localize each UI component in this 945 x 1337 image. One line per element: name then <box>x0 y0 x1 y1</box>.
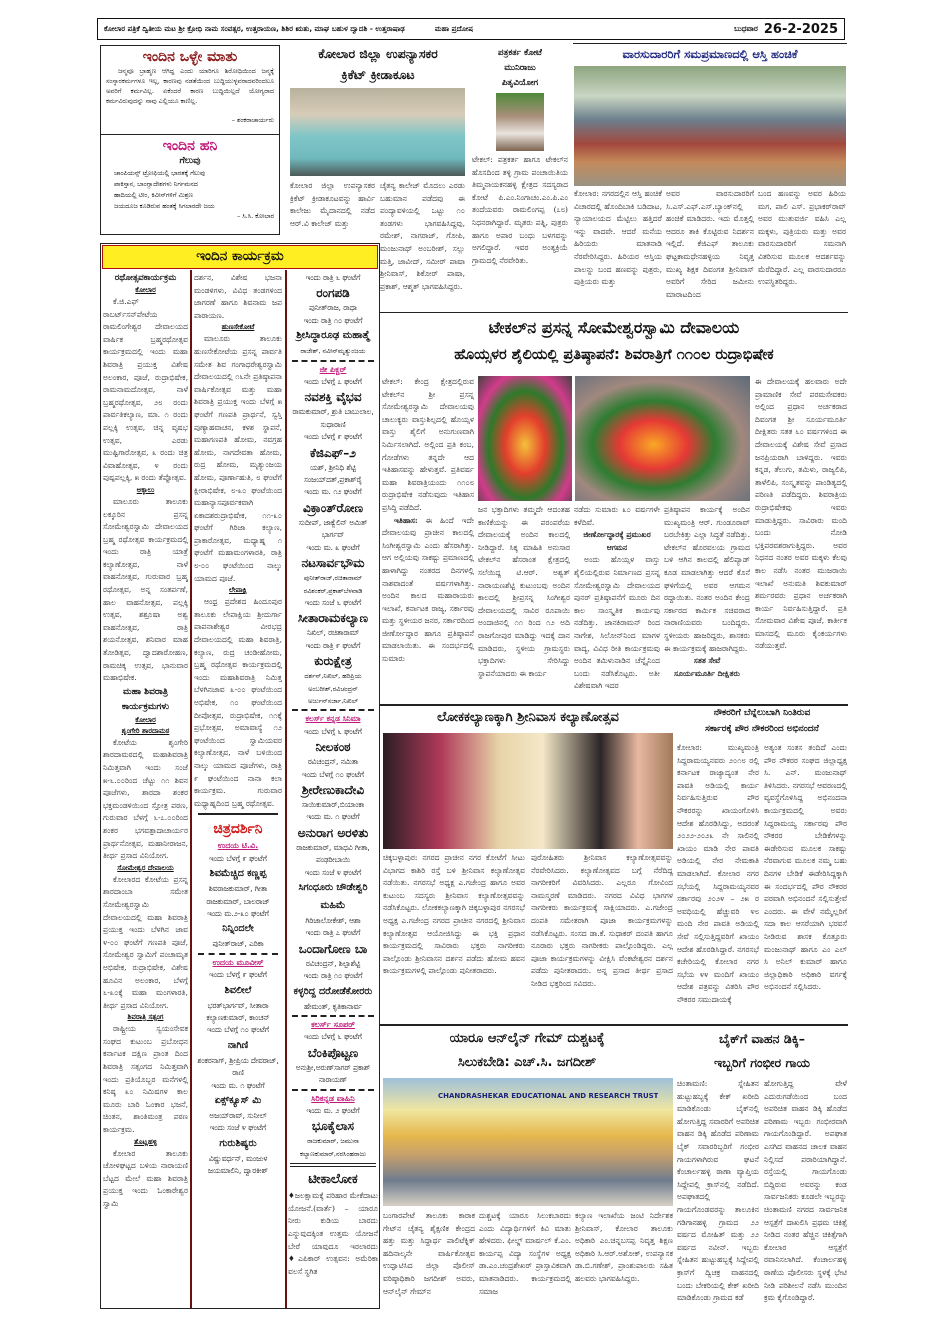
movie-title: ಶ್ರೀಸಿದ್ಧಾರೂಢ ಮಹಾತ್ಮೆ <box>296 330 370 342</box>
movie-title: ಸಿಗಂಧೂರು ಚೌಡೇಶ್ವರಿ ಮಹಿಮೆ <box>298 882 368 911</box>
movie-cast: ರಾಜಕುಮಾರ್, ಜಮುನಾ ಕಲ್ಯಾಣಕುಮಾರ್,ನರಸಿಂಹರಾಜು <box>299 1137 367 1158</box>
divider <box>380 312 848 313</box>
show-time: ಇಂದು ರಾತ್ರಿ ೧೦ ಘಂಟೆಗೆ <box>303 315 363 325</box>
drop-title: ಇಂದಿನ ಹನಿ <box>162 138 218 154</box>
online-game-headline-2: ಸಿಲುಕಬೇಡಿ: ಎಚ್.ಸಿ. ಜಗದೀಶ್ <box>457 1055 597 1070</box>
drop-line: ಚಾಂಪಿಯನ್ಸ್ ಟ್ರೋಫಿಯಲ್ಲಿ ಭಾರತಕ್ಕೆ ಗೆಲುವು <box>114 169 206 177</box>
drop-author: – ಸಿ.ಸಿ. ಕೋಲಾರ <box>237 212 274 220</box>
movie-cast: ಭರತ್‌ಭಾರ್ಗವ್, ಸೀತಾರಾ ಕಲ್ಯಾಣಕುಮಾರ್, ಕಾಂಚನ್ <box>206 1000 270 1022</box>
movie-cast: ಶಿವರಾಜಕುಮಾರ್, ಗೀತಾ ರಾಜಕುಮಾರ್, ಬಾಲರಾಜ್ <box>206 884 270 906</box>
chitradarshini-title: ಚಿತ್ರದರ್ಶಿನಿ <box>213 821 263 838</box>
movie-cast: ನಿಖಿಲ್, ರಚಿತಾರಾಮ್ <box>306 628 360 638</box>
banner-text: CHANDRASHEKAR EDUCATIONAL AND RESEARCH TRUST <box>438 1092 658 1100</box>
workers-headline-1: ನೌಕರರಿಗೆ ಬೆನ್ನೆಲುಬಾಗಿ ನಿಂತಿರುವ <box>713 708 811 718</box>
online-game-text-col3: ಕಲ್ಯಾಣ ಇಲಾಖೆಯ ಜಂಟಿ ನಿರ್ದೇಶಕ ಶ್ರೀನಿವಾಸ್, ಕೋಲಾರ ತಾಲೂಕು ಅಧಿಕಾರಿ ಎಂ.ಚಿನ್ನಬಸಪ್ಪ ನಿವೃತ್ತ ಶಿಕ್ಷಣ ಅಧಿಕಾರಿ ಸಿ.ಆರ್.ಅಶೋಕ್, ಉಪನ್ಯಾಸಕ ಡಾ.ಬಿ.ಗಣೇಶ್, ಪ್ರಾಂಶುಪಾಲರು ಸಹಿತ ಹಲವರು ಭಾಗವಹಿಸಿದ್ದರು. <box>575 1211 673 1283</box>
channel-colors-kannada-cinema: ಕಲರ್ಸ್ ಕನ್ನಡ ಸಿನಿಮಾ <box>305 714 361 724</box>
lakkur-text: ಮಾಲೂರು ತಾಲೂಕು ಲಕ್ಕೂರಿನ ಪ್ರಸನ್ನ ಸೋಮೇಶ್ವರಸ್ವಾಮಿ ದೇವಾಲಯದ ಬ್ರಹ್ಮ ರಥೋತ್ಸವ ಕಾರ್ಯಕ್ರಮದಲ್ಲಿ ಇಂದು ರಾತ್ರಿ ಯಾತ್ರೆ ಕಲ್ಯಾಣೋತ್ಸವ, ನಾಳೆ ವಾಹನೋತ್ಸವ, ಗುರುವಾರ ಬ್ರಹ್ಮ ರಥೋತ್ಸವ, ಅನ್ನ ಸಂತರ್ಪಣೆ, ಹಾಲ ವಾಹನೋತ್ಸವ, ಪಲ್ಲಕ್ಕಿ ಉತ್ಸವ, ಶಶ್ರೂಷಾ ಅಶ್ವ ವಾಹನೋತ್ಸವ, ರಾತ್ರಿ ಶಯನೋತ್ಸವ, ಶನಿವಾರ ಮಾಹ ತೋಡಿತ್ಸವ, ದ್ವಾದಶಾರೋಹಣ, ರಾಮಚಿಕ್ಕ ಉತ್ಸವ, ಭಾನುವಾರ ಮಹಾಭಿಷೇಕ. <box>103 496 188 683</box>
masthead-date: 26-2-2025 <box>763 21 838 37</box>
masthead-day: ಬುಧವಾರ <box>734 24 758 33</box>
channel-colors-super: ಕಲರ್ಸ್ ಸೂಪರ್ <box>311 1020 355 1030</box>
temple-text-col1 <box>382 376 474 696</box>
masthead-strip <box>97 18 845 40</box>
movie-title: ಒಂದಾಗೋಣ ಬಾ <box>298 941 368 956</box>
lepakshi-subhead: ಲೇಪಾಕ್ಷಿ <box>228 586 248 595</box>
movie-cast: ರವಿಚಂದ್ರನ್, ನಮಿತಾ <box>307 757 359 767</box>
programs-heading: ಕಾರ್ಯಕ್ರಮಗಳು <box>121 701 170 712</box>
someshwara-subhead: ಸೋಮೇಶ್ವರ ದೇವಾಲಯ <box>117 863 174 872</box>
drop-line: ಪಾಕಿಸ್ತಾನ, ಬಾಂಗ್ಲಾದೇಶಗಳು ನಿರ್ಗಮನದ <box>114 180 198 188</box>
obituary-text: ಟೇಕಲ್: ಪತ್ರಕರ್ತ ಹಾಗೂ ಟೇಕಲ್‌ನ ಹೊಸದಿಂದ ತಳ್ಳಿ ಗ್ರಾಮ ಪಂಚಾಯಿತಿಯ ತಿಮ್ಮನಾಯಕನಹಳ್ಳಿ ಕ್ಷೇತ್ರದ ಸದಸ್ಯರಾದ ಕೋಟೆ ಪಿ.ಎಂ.ನಿಂಗಾಚಂ.ಎಂ.ಪಿ.ಎಂ ತಂದೆಯವರು ರಾಮಲಿಂಗಪ್ಪ (೭೮) ನಿಧನರಾಗಿದ್ದಾರೆ. ಮೃತರು ಪತ್ನಿ, ಪುತ್ರರು ಹಾಗೂ ಅಪಾರ ಬಂಧು ಬಳಗವನ್ನು ಅಗಲಿದ್ದಾರೆ. ಇವರ ಅಂತ್ಯಕ್ರಿಯೆ ಗ್ರಾಮದಲ್ಲಿ ನೆರವೇರಿತು. <box>472 155 568 265</box>
obituary-headline-3: ಪಿತೃವಿಯೋಗ <box>501 78 539 88</box>
temple-text-col2: ಜನ ಭಕ್ತಾದಿಗಳು ತಮ್ಮದೇ ಆದಂತಹ ಕಾಣಿಕೆಯನ್ನು ಈ ಪರಂಪರೆಯ ದೇವಾಲಯಕ್ಕೆ ಅಂದಿನ ಕಾಲದಲ್ಲಿ ನೀಡಿದ್ದಾರೆ. ಸಿಕ್ಕ ಮಾಹಿತಿ ಅನುಸಾರ ಟೇಕಲ್‌ನ ಹೆಸರಾಂತ ಕ್ಷೇತ್ರದಲ್ಲಿ ಸಲೆಯಿದ್ದ ಟಿ.ಆರ್. ಅಶ್ವತ್ ನಾರಾಯಣಶೆಟ್ಟಿ ಕುಟುಂಬವು ಅಂದಿನ ಕಾಲದಲ್ಲಿ ಶ್ರೀಪ್ರಸನ್ನ ಸಿಂಗೀಶ್ವರ ದೇವಾಲಯದಲ್ಲಿ ಸಾವಿರ ರೂಪಾಯಿ ಅಂದಾಜಿನಲ್ಲಿ ೧೧ ರಿಂದ ೧೨ ಅದಿ ರಾಜಗೋಪುರ ಮಾಡಿದ್ದು ಇದಕ್ಕೆ ದಾನ ಮಾಡಿದರು, ಸ್ಥಳೀಯ ಗ್ರಾಮಸ್ಥರು ಭಕ್ತಾದಿಗಳು ಸೇರಿಸಿದ್ದು ಸ್ಥಾಪನೆಯಾದರು ಈ ಕಾರ್ಯ <box>478 505 570 678</box>
movie-title: ನಟಸಾರ್ವಭೌಮ <box>301 556 365 571</box>
programs-col1 <box>103 272 188 1306</box>
sringeri-text: ಕೋಟೆಯ ಶೃಂಗೇರಿ ಶಾರದಾಮಠದಲ್ಲಿ ಮಹಾಶಿವರಾತ್ರಿ ನಿಮಿತ್ತವಾಗಿ ಇಂದು ಸಂಜೆ ೫-೬.೦೦ರಿಂದ ಚೆಟ್ಟು ೧೧ ಶಿವನ ಪೂಜೆಗಳು, ಶಾರದಾ ಶಂಕರ ಭಕ್ತಮಂಡಳಿಯಿಂದ ಸ್ತೋತ್ರ ಪಠಣ, ಗುರುವಾರ ಬೆಳಗ್ಗೆ ೬-೭.೦೦ರಿಂದ ಶಂಕರ ಭಗವತ್ಪಾದಾಚಾರ್ಯರ ಪ್ರಾರ್ಥನೋತ್ಸವ, ಮಹಾನೀರಾಜನ, ತೀರ್ಥ ಪ್ರಸಾದ ವಿನಿಯೋಗ. <box>103 737 188 861</box>
temple-text-col4 <box>664 504 750 696</box>
movie-cast: ರವಿಚಂದ್ರನ್, ಶಿಲ್ಪಾಶೆಟ್ಟಿ <box>305 958 361 968</box>
workers-text-col1: ಕೋಲಾರ: ಮುಖ್ಯಮಂತ್ರಿ ಸಿದ್ದರಾಮಯ್ಯನವರು ೨೦೧೮ ರಲ್ಲಿ ಕರ್ನಾಟಕ ರಾಜ್ಯಾದ್ಯಂತ ನೇರ ಪಾವತಿ ಅಡಿಯಲ್ಲಿ ಕಾರ್ಯ ನಿರ್ವಹಿಸುತ್ತಿರುವ ಪೌರ ನೌಕರರನ್ನು ಖಾಯಂಗೊಳಿಸಿ ಆದೇಶ ಹೊರಡಿಸಿದ್ದು, ಅದರಂತೆ ೨೦೨೨-೨೦೨೩ ನೇ ಸಾಲಿನಲ್ಲಿ ಖಾಯಂ ಮಾಡಿ ನೇರ ಪಾವತಿ ಅಡಿಯಲ್ಲಿ ನೇರ ನೇಮಕಾತಿ ಮಾಡಲಾಗಿದೆ. ಕೋಲಾರ ನಗರ ಸಭೆಯಲ್ಲಿ ಸಿದ್ದರಾಮಯ್ಯನವರ ಸರ್ಕಾರವು ೨೦೨೪ – ೨೫ ರ ಅವಧಿಯಲ್ಲಿ ಹೆಚ್ಚುವರಿ ೪೮ ಮಂದಿ ನೇರ ಪಾವತಿ ಅಡಿಯಲ್ಲಿ ಸೇವೆ ಸಲ್ಲಿಸುತ್ತಿದ್ದವರಿಗೆ ಖಾಯಂ ಆದೇಶ ಹೊರಡಿಸಿದ್ದಾರೆ. ನಗರಸಭೆ ಕಚೇರಿಯಲ್ಲಿ ಕೋಲಾರ ನಗರ ಸಭೆಯ ೪೪ ಮಂದಿಗೆ ಖಾಯಂ ಆದೇಶ ಪತ್ರವನ್ನು ವಿತರಿಸಿ ಪೌರ ನೌಕರರ ಸಮುದಾಯಕ್ಕೆ <box>677 743 759 1004</box>
obituary-headline-1: ಪತ್ರಕರ್ತ ಕೋಟೆ <box>498 48 542 58</box>
temple-headline-2: ಹೊಯ್ಸಳರ ಶೈಲಿಯಲ್ಲಿ ಪ್ರತಿಷ್ಠಾಪನೆ: ಶಿವರಾತ್ರಿಗೆ ೧೧೦ಲ ರುದ್ರಾಭಿಷೇಕ <box>454 347 774 363</box>
temple-headline-1: ಟೇಕಲ್‌ನ ಪ್ರಸನ್ನ ಸೋಮೇಶ್ವರಸ್ವಾಮಿ ದೇವಾಲಯ <box>488 318 740 337</box>
show-time: ಇಂದು ರಾತ್ರಿ ೧೦ ಘಂಟೆಗೆ <box>303 971 363 981</box>
online-game-photo <box>383 1078 673 1206</box>
channel-udaya-tv: ಉದಯ ಟಿ.ವಿ. <box>217 841 259 851</box>
temple-text-col5: ಈ ದೇವಾಲಯಕ್ಕೆ ಹಲವಾರು ಅದೇ ಪ್ರಾಮಾಣಿಕ ಸೇವೆ ಪರಮಸೇವಕರು ಅಲ್ಲಿಂದ ಪ್ರಧಾನ ಅರ್ಚಕರಾದ ದಿವಂಗತ ಶ್ರೀ ಸೂರ್ಯಮೂರ್ತಿ ದೀಕ್ಷಿತರು ಸತತ ೬೦ ವರ್ಷಗಳಿಂದ ಈ ದೇವಾಲಯಕ್ಕೆ ವಿಶೇಷ ಸೇವೆ ಪ್ರಸಾದ ಜನಪ್ರಿಯರಾಗಿ ಬಾಳಿದ್ದರು. ಇವರು ಕನ್ನಡ, ತೆಲುಗು, ತಮಿಳು, ರಾಜ್ಯಲಿಪಿ, ತಾಳೆಲಿಪಿ, ಸಂಸ್ಕೃತವನ್ನು ಪಾಂಡಿತ್ಯದಲ್ಲಿ ಪರಿಣತಿ ಪಡೆದಿದ್ದರು. ಶಿವರಾತ್ರಿಯ ರುದ್ರಾಭಿಷೇಕವು ಇವರು ಮಾಡುತ್ತಿದ್ದರು. ಸಾವಿರಾರು ಮಂದಿ ಬಂದು ನೋಡಿ ಭಕ್ತಿಪರವಶರಾಗುತ್ತಿದ್ದರು. ಅವರ ನಿಧನದ ನಂತರ ಅವರ ಮಕ್ಕಳು ಕೆಲವು ಕಾಲ ನಡೆಸಿ ನಂತರ ಮುಜರಾಯಿ ಇಲಾಖೆ ಅನುಮತಿ ಶಿವಕುಮಾರ್ ಶರ್ಮರವರು ಪ್ರಧಾನ ಅರ್ಚಕರಾಗಿ ಕಾರ್ಯ ನಿರ್ವಹಿಸುತ್ತಿದ್ದಾರೆ. ಪ್ರತಿ ಸೋಮವಾರ ವಿಶೇಷ ಪೂಜೆ, ಕಾರ್ತೀಕ ಮಾಸದಲ್ಲಿ ಮೂರು ಕೈಂಕರ್ಯಗಳು ನಡೆಯುತ್ತವೆ. <box>755 377 847 651</box>
divider <box>198 813 278 815</box>
movie-cast: ದರ್ಶನ್,ನಿಖಿಲ್, ಹರಿಪ್ರಿಯ ಅಂಬರೀಶ್,ರವಿಚಂದ್ರನ್ ಅರ್ಜುನ್‌ಸರ್ಜಾ,ನಿಖಿಲ್ <box>304 672 362 705</box>
dashed-divider <box>198 953 278 955</box>
property-headline: ವಾರಸುದಾರರಿಗೆ ಸಮಪ್ರಮಾಣದಲ್ಲಿ ಆಸ್ತಿ ಹಂಚಿಕೆ <box>622 47 798 61</box>
tikaloka-title: ಟೀಕಾಲೋಕ <box>308 1172 358 1188</box>
hunasekote-subhead: ಹುಣಸೇಕೋಟೆ <box>221 323 255 332</box>
show-time: ಇಂದು ಸಂಜೆ ೬ ಘಂಟೆಗೆ <box>304 597 362 607</box>
movie-cast: ಸುದೀಪ್, ಜಾಕ್ವೆಲಿನ್ ಅಮಿತ್ ಭಾರ್ಗವ್ <box>298 517 368 540</box>
show-time: ಇಂದು ಸಂಜೆ ೪ ಘಂಟೆಗೆ <box>209 1123 267 1133</box>
dashed-divider <box>292 1015 374 1017</box>
workers-headline-2: ಸರ್ಕಾರಕ್ಕೆ ಪೌರ ನೌಕರರಿಂದ ಅಭಿನಂದನೆ <box>705 724 819 734</box>
lepakshi-text: ಆಂಧ್ರ ಪ್ರದೇಶದ ಹಿಂದೂಪುರ ತಾಲೂಕು ಲೇಪಾಕ್ಷಿಯ ಶ್ರೀದುರ್ಗಾ ಪಾಪನಾಶೇಶ್ವರ ವೀರಭದ್ರ ದೇವಾಲಯದಲ್ಲಿ ಮಹಾ ಶಿವರಾತ್ರಿ, ಕಲ್ಯಾಣ, ರುದ್ರ ಚಂಡೀಹೋಮ, ಬ್ರಹ್ಮ ರಥೋತ್ಸವ ಕಾರ್ಯಕ್ರಮದಲ್ಲಿ ಇಂದು ಮಹಾಶಿವರಾತ್ರಿ ನಿಮಿತ್ತ ಬೆಳಗಿನಜಾವ ೩-೦೦ ಘಂಟೆಯಿಂದ ಅಭಿಷೇಕ, ೧೦ ಘಂಟೆಯಿಂದ ದೀಪೋತ್ಸವ, ರುದ್ರಾಭಿಷೇಕ, ೧೧ಕ್ಕೆ ಪ್ರಭೋತ್ಸವ, ಅಮಾವಾಸ್ಯೆ ೧೨ ಘಂಟೆಯಿಂದ ಸ್ವಾಮಿಯವರ ಕಲ್ಯಾಣೋತ್ಸವ, ನಾಳೆ ಬಳಿಯಿಂದ ನಾಲ್ಕು ಯಾಮದ ಪೂಜೆಗಳು, ರಾತ್ರಿ ೯ ಘಂಟೆಯಿಂದ ನಾನಾ ಕಲಾ ಕಾರ್ಯಕ್ರಮ. ಗುರುವಾರ ಮಧ್ಯಾಹ್ನದಿಂದ ಬ್ರಹ್ಮ ರಥೋತ್ಸವ. <box>194 597 282 808</box>
movie-title: ಅನುರಾಗ ಅರಳಿತು <box>297 825 369 840</box>
show-time: ಇಂದು ರಾತ್ರಿ ೭ ಘಂಟೆಗೆ <box>305 928 361 938</box>
temple-col4-subhead-2: ಸೂರ್ಯಮೂರ್ತಿ ದೀಕ್ಷಿತರು <box>674 668 740 678</box>
movie-title: ಶಿವಮೆಚ್ಚಿದ ಕಣ್ಣಪ್ಪ <box>209 868 267 880</box>
temple-col3-text: ನಡೆದು ಸುಮಾರು ೩೦ ವರ್ಷಗಳೇ ಕಳೆದಿವೆ. <box>574 505 660 527</box>
movie-title: ಬೆಂಕಿಪೊಟ್ಟಣ <box>307 1045 359 1060</box>
srinivasa-text-col1: ಚಿಕ್ಕಬಳ್ಳಾಪುರ: ನಗರದ ಪ್ರಾಚೀನ ನಗರ ಕೋಟೆಗೆ ಸೀಟು ವಿಭಾಗದ ಕಾಶಿರಿ ರಸ್ತೆ ಬಳಿ ಶ್ರೀನಿವಾಸ ಕಲ್ಯಾಣೋತ್ಸವ ನಡೆಯಿತು. ನಗರಸಭೆ ಅಧ್ಯಕ್ಷ ಎ.ಗಜೇಂದ್ರ ಹಾಗೂ ಅವರ ಕುಟುಂಬ ಸದಸ್ಯರು ಶ್ರೀನಿವಾಸ ಕಲ್ಯಾಣೋತ್ಸವವನ್ನು ನಡೆಸಿಕೊಟ್ಟರು. ಲೋಕಕಲ್ಯಾಣಕ್ಕಾಗಿ ಚಿಕ್ಕಬಳ್ಳಾಪುರ ನಗರಸಭೆ ಅಧ್ಯಕ್ಷ ಎ.ಗಜೇಂದ್ರ ನಗರದ ಪ್ರಾಚೀನ ನಗರದಲ್ಲಿ ಶ್ರೀನಿವಾಸ ಕಲ್ಯಾಣೋತ್ಸವ ಆಯೋಜಿಸಿದ್ದು ಈ ಭಕ್ತಿ ಪ್ರಧಾನ ಕಾರ್ಯಕ್ರಮದಲ್ಲಿ ಸಾವಿರಾರು ಭಕ್ತರು ನಾಗರೀಕರು ಪಾಲ್ಗೊಂಡು ಶ್ರೀನಿವಾಸನ ದರ್ಶನ ಪಡೆದು ಹೋಮ ಹವನ ಕಾರ್ಯಕ್ರಮಗಳಲ್ಲಿ ಪಾಲ್ಗೊಂಡು ಪುನೀತರಾದರು. <box>383 853 525 976</box>
kolar-subhead-2: ಕೋಲಾರ <box>135 715 156 724</box>
temple-text-col3 <box>574 504 660 696</box>
double-rule <box>290 1163 376 1167</box>
show-time: ಇಂದು ರಾತ್ರಿ ೬ ಘಂಟೆಗೆ <box>305 273 361 282</box>
movie-title: ಸೀತಾರಾಮಕಲ್ಯಾಣ <box>298 611 368 626</box>
movie-cast: ಅಜಯ್‌ರಾವ್, ಸುನೀಲ್ <box>209 1111 267 1121</box>
srinivasa-headline: ಲೋಕಕಲ್ಯಾಣಕ್ಕಾಗಿ ಶ್ರೀನಿವಾಸ ಕಲ್ಯಾಣೋತ್ಸವ <box>437 710 619 725</box>
good-word-author: – ಶಂಕರಾಚಾರ್ಯರು <box>231 116 274 124</box>
show-time: ಇಂದು ಬೆಳಗ್ಗೆ ೧೦ ಘಂಟೆಗೆ <box>206 1025 270 1035</box>
obituary-headline-2: ಮುನಿರಾಜು <box>504 63 536 73</box>
kolar-subhead: ಕೋಲಾರ <box>135 286 156 294</box>
accident-headline-1: ಬೈಕ್‌ಗೆ ವಾಹನ ಡಿಕ್ಕಿ– <box>719 1031 805 1046</box>
show-time: ಇಂದು ಬೆಳಗ್ಗೆ ೬ ಘಂಟೆಗೆ <box>304 726 362 736</box>
movie-title: ಕುರುಕ್ಷೇತ್ರ <box>314 654 352 669</box>
good-word-box <box>100 45 280 135</box>
show-time: ಇಂದು ಬೆಳಗ್ಗೆ ೯ ಘಂಟೆಗೆ <box>209 853 267 863</box>
lakkur-subhead: ಅಕ್ಕಾಲು <box>136 485 155 494</box>
temple-col3-subhead: ಜೀರ್ಣೋದ್ಧಾರಕ್ಕೆ ಪ್ರಮುಖರ ಆಗಮನ <box>583 530 651 552</box>
totlahalli-subhead: ತೊಟ್ಲಹಳ್ಳಿ <box>134 1137 157 1146</box>
property-family-photo <box>574 66 846 186</box>
drop-subtitle: ಗೆಲುವು <box>179 156 201 166</box>
accident-text-col1: ಚಿಂತಾಮಣಿ: ಸ್ನೇಹಿತನ ಹುಟ್ಟುಹಬ್ಬಕ್ಕೆ ಕೇಕ್ ಖರೀದಿ ಮಾಡಿಕೊಂಡು ಬೈಕ್‌ನಲ್ಲಿ ಹೋಗುತ್ತಿದ್ದ ಸವಾರರಿಗೆ ಅಪರಿಚಿತ ವಾಹನ ಡಿಕ್ಕಿ ಹೊಡೆದ ಪರಿಣಾಮ ಬೈಕ್ ಸವಾರರಿಬ್ಬರಿಗೆ ಗಂಭೀರ ಗಾಯಗಳಾಗಿರುವ ಘಟನೆ ಕೆಂಚಾರ್ಲಹಳ್ಳಿ ಠಾಣಾ ವ್ಯಾಪ್ತಿಯ ಸಿದ್ದೇಪಲ್ಲಿ ಕ್ರಾಸ್‌ನಲ್ಲಿ ನಡೆದಿದೆ. ಅಪಘಾತದಲ್ಲಿ ಗಾಯಗೊಂಡವರನ್ನು ತಾಲೂಕಿನ ಗಡಿಗಾನಹಳ್ಳಿ ಗ್ರಾಮದ ೨೨ ವರ್ಷದ ಮೋಹಿತ್ ಮತ್ತು ೨೨ ವರ್ಷದ ನವೀನ್. ಇಬ್ಬರು ಸ್ನೇಹಿತನ ಹುಟ್ಟುಹಬ್ಬಕ್ಕೆ ಸಿದ್ದೇಪಲ್ಲಿ ಕ್ರಾಸ್‌ಗೆ ದ್ವಿಚಕ್ರ ವಾಹನದಲ್ಲಿ ಬಂದು ಬೇಕರಿಯಲ್ಲಿ ಕೇಕ್ ಖರೀದಿ ಮಾಡಿಕೊಂಡು ಗ್ರಾಮದ ಕಡೆ <box>677 1079 759 1303</box>
temple-col1-text: ಟೇಕಲ್: ಕೇಂದ್ರ ಕ್ಷೇತ್ರದಲ್ಲಿರುವ ಟೇಕಲ್‌ನ ಶ್ರೀ ಪ್ರಸನ್ನ ಸೋಮೇಶ್ವರಸ್ವಾಮಿ ದೇವಾಲಯವು ಚಾಲುಕ್ಯರು ವಾಸ್ತುಶಿಲ್ಪದಲ್ಲಿ ಹೊಯ್ಸಳ ವಾಸ್ತು ಶೈಲಿಗೆ ಅನುಗುಣವಾಗಿ ನಿರ್ಮಿಸಲಾಗಿದೆ. ಅಲ್ಲಿಂದ ಪ್ರತಿ ಕಂಬ, ಗೋಡೆಗಳು ತನ್ನದೇ ಆದ ಇತಿಹಾಸವನ್ನು ಹೇಳುತ್ತವೆ. ಪ್ರತಿವರ್ಷ ಮಹಾ ಶಿವರಾತ್ರಿಯಂದು ೧೧೦೮ ರುದ್ರಾಭಿಷೇಕ ನಡೆಸುವುದು ಇತಿಹಾಸ ಪ್ರಸಿದ್ಧಿ ಪಡೆದಿದೆ. <box>382 377 474 512</box>
show-time: ಇಂದು ಮ. ೨ ಘಂಟೆಗೆ <box>306 1106 360 1116</box>
show-time: ಇಂದು ಸಂಜೆ ೪ ಘಂಟೆಗೆ <box>304 867 362 877</box>
movie-title: ರಂಗಪಡಿ <box>316 286 350 301</box>
show-time: ಇಂದು ಬೆಳಗ್ಗೆ ೯ ಘಂಟೆಗೆ <box>304 432 362 442</box>
movie-cast: ಅನುಶ್ರೀ,ಅರುಣ್‌ಸಾಗರ್ ಪ್ರಕಾಶ್ ನಾರಾಯಣ್ <box>295 1062 371 1085</box>
movie-title: ನೀಲಕಂಠ <box>315 740 351 755</box>
show-time: ಇಂದು ರಾತ್ರಿ ೯ ಘಂಟೆಗೆ <box>305 640 361 650</box>
movie-cast: ವಿಷ್ಣುವರ್ಧನ್, ಮಂಜುಳ ಜಯಮಾಲಿನಿ, ದ್ವಾರಕೀಶ್ <box>208 1153 268 1176</box>
someshwara-text: ಕೋಲಾರದ ಕೋಟೆಯ ಪ್ರಸನ್ನ ಶಾರದಾಂಬಾ ಸಮೇತ ಸೋಮೇಶ್ವರಸ್ವಾಮಿ ದೇವಾಲಯದಲ್ಲಿ ಮಹಾ ಶಿವರಾತ್ರಿ ಪ್ರಯುಕ್ತ ಇಂದು ಬೆಳಗಿನ ಜಾವ ೪-೦೦ ಘಂಟೆಗೆ ಗಣಪತಿ ಪೂಜೆ, ಸೋಮೇಶ್ವರ ಸ್ವಾಮಿಗೆ ಪಂಚಾಮೃತ ಅಭಿಷೇಕ, ರುದ್ರಾಭಿಷೇಕ, ವಿಶೇಷ ಹೂವಿನ ಅಲಂಕಾರ, ಬೆಳಗ್ಗೆ ೬-೩೦ಕ್ಕೆ ಮಹಾ ಮಂಗಳಾರತಿ, ತೀರ್ಥ ಪ್ರಸಾದ ವಿನಿಯೋಗ. <box>103 874 188 1010</box>
show-time: ಇಂದು ಬೆಳಗ್ಗೆ ೯ ಘಂಟೆಗೆ <box>209 970 267 980</box>
temple-history-label: ಇತಿಹಾಸ: <box>394 515 418 525</box>
movie-cast: ಪುನೀತ್‌ರಾಜ್, ಎರಿಕಾ <box>212 939 264 949</box>
masthead-info: ಕೋಲಾರ ಪತ್ರಿಕೆ ದ್ವಿತೀಯ ಮಟ ಶ್ರೀ ಕ್ರೋಧಿ ನಾಮ ಸಂವತ್ಸರ, ಉತ್ತರಾಯಣ, ಶಿಶಿರ ಋತು, ಮಾಘ ಬಹುಳ ದ್ವಾದಶಿ - ಉತ್ತರಾಷಾಢ <box>104 24 405 33</box>
column-rule <box>190 270 192 1308</box>
show-time: ಇಂದು ಬೆಳಗ್ಗೆ ೬ ಘಂಟೆಗೆ <box>304 1032 362 1042</box>
drop-line: ಹಾದಿಯಲ್ಲಿ ಟೀಂ, ಕಿವೀಸ್‌ಗಳಿಗೆ ಮಿಶ್ರಣ <box>114 191 193 199</box>
online-game-text-col2: ದುಶ್ಚಟಕ್ಕೆ ಯಾರೂ ಸಿಲುಕಬಾರದು ಎಂದು ವಿದ್ಯಾರ್ಥಿಗಳಿಗೆ ಕಿವಿ ಮಾತು ಹೇಳಿದರು. ಫೀಲ್ಡ್ ಮಾರ್ಷಲ್ ಕೆ.ಎಂ. ಕಾರ್ಯಪ್ಪ ವಿದ್ಯಾ ಸಂಸ್ಥೆಗಳ ಅಧ್ಯಕ್ಷ ಡಾ.ಎಂ.ಚಂದ್ರಶೇಖರ್ ಪ್ರಾಸ್ತಾವಿಕವಾಗಿ ಮಾತನಾಡಿದರು. ಕಾರ್ಯಕ್ರಮದಲ್ಲಿ ಸಮಾಜ <box>479 1211 571 1296</box>
dashed-divider <box>292 360 374 362</box>
todays-drop-box <box>100 135 280 235</box>
channel-siri-kannada: ಸಿರಿಕನ್ನಡ ವಾಹಿನಿ <box>311 1093 355 1103</box>
show-time: ಇಂದು ಬೆಳಗ್ಗೆ ೭ ಘಂಟೆಗೆ <box>304 377 362 387</box>
dashed-divider <box>292 1089 374 1091</box>
rathotsava-title: ರಥೋತ್ಸವಕಾರ್ಯಕ್ರಮ <box>114 273 177 283</box>
movie-cast: ರಾಜಕುಮಾರ್, ಮಾಧವಿ ಗೀತಾ, ಪಂಢರೀಬಾಯಿ <box>296 842 370 865</box>
satsang-text: ರಾಷ್ಟ್ರೀಯ ಸ್ವಯಂಸೇವಕ ಸಂಘದ ಕುಟುಂಬ ಪ್ರಬೋಧನ ಕರ್ನಾಟಕ ದಕ್ಷಿಣ ಪ್ರಾಂತ ದಿಂದ ಶಿವರಾತ್ರಿ ಸತ್ಸಂಗದ ನಿಮಿತ್ತವಾಗಿ ಇಂದು ಪ್ರತಿಯೊಬ್ಬರ ಮನೆಗಳಲ್ಲಿ ಕನಿಷ್ಠ ೩೦ ನಿಮಿಷಗಳ ಕಾಲ ಮೂರು ಬಾರಿ ಓಂಕಾರ ಭಜನೆ, ಚಿಂತನ, ಶಾಂತಿಮಂತ್ರ ಪಠಣ ಕಾರ್ಯಕ್ರಮ. <box>103 1024 188 1135</box>
darshan-text: ದರ್ಶನ, ವಿಶೇಷ ಭಜನಾ ಮಂಡಳಿಗಳು, ವಿವಿಧ ತಂಡಗಳಿಂದ ಜಾಗರಣೆ ಹಾಗೂ ಶಿವನಾಮ ಜಪ ಪಾರಾಯಣ. <box>194 273 282 320</box>
temple-col4-subhead-1: ಸತತ ಸೇವೆ <box>693 656 721 666</box>
cricket-text-col2: ಚೈತನ್ಯ ಕಾಲೇಜ್ ಮೊದಲು ಎರಡು ಬಹುಮಾನ ಪಡೆದವು ಈ ಪಂದ್ಯಾವಳಿಯಲ್ಲಿ ಒಟ್ಟು ೧೦ ತಂಡಗಳು ಭಾಗವಹಿಸಿದ್ದವು, ರಮೇಶ್, ನಾಗರಾಜ್, ಗೋಪಿ, ಮಂಜುನಾಥ್ ಅಂಬರೀಶ್, ಸಲ್ಲು ಮತ್ತಿ, ಜಾವೀದ್, ಸಮೀರ್ ಪಾಷಾ ಶ್ರೀನಿವಾಸ್, ಶಿಕೋರ್ ಪಾಷಾ, ಪ್ರಕಾಶ್, ಆಶ್ಮತ್ ಭಾಗವಹಿಸಿದ್ದರು. <box>380 181 465 291</box>
programs-banner <box>102 245 378 269</box>
movie-title: ಶ್ರೀರೇಣುಕಾದೇವಿ <box>301 782 365 797</box>
good-word-text: ಜನ್ಮವೂ ಬ್ರಾಹ್ಮಣ ಆಗಿದ್ದ ಎಂದು ಯಾರಿಗೂ ಶಿರೋಧಿಯಿಂದ ಜನ್ಮಕ್ಕೆ ಸಂಸ್ಕಾರಕರ್ಮಗಳೂ ಇಲ್ಲ, ಕಾರಣವು ನಡತೆಯಿಂದ ಬುದ್ಧಿಯುಳ್ಳವರಾದವರಿಂದಲೂ ಅವರಿಗೆ ಕರ್ಮವಿಲ್ಲ. ಏಕೆಂದರೆ ಕಾರಣ ಬುದ್ಧಿಯಿಲ್ಲದೆ ಯೋಗ್ಯರಾದ ಕರ್ಮವಿರುವುದನ್ನು ನಾವು ಎಲ್ಲಿಯೂ ಕಾಣಿಲ್ಲ. <box>106 67 274 105</box>
movie-cast: ಯಶ್, ಶ್ರೀನಿಧಿ ಶೆಟ್ಟಿ ಸಂಜಯ್‌ದತ್,ಪ್ರಕಾಶ್‌ರೈ <box>303 462 363 485</box>
cricket-text-col1: ಕೋಲಾರ ಜಿಲ್ಲಾ ಉಪನ್ಯಾಸಕರ ಕ್ರಿಕೆಟ್ ಕ್ರೀಡಾಕೂಟವನ್ನು ಹಾರ್ವಿ ಕಾಲೇಜು ಮೈದಾನದಲ್ಲಿ ನಡೆದ ಆರ್.ವಿ ಕಾಲೇಜ್ ಮತ್ತು <box>290 181 375 228</box>
divider <box>380 1024 848 1026</box>
good-word-title: ಇಂದಿನ ಒಳ್ಳೇ ಮಾತು <box>142 49 238 65</box>
movie-cast: ಪುನೀತ್‌ರಾಜ್,ರಚಿತಾರಾಮ್ ರವಿಶಂಕರ್,ಪ್ರಕಾಶ್‌ಬೆಳವಾಡಿ <box>303 574 363 595</box>
movie-title: ಭೂಕೈಲಾಸ <box>311 1119 355 1134</box>
movie-cast: ಪುನೀತ್‌ರಾಜ, ರಾಧಾ <box>308 303 358 313</box>
obituary-portrait <box>496 93 544 151</box>
cricket-headline-1: ಕೋಲಾರ ಜಿಲ್ಲಾ ಉಪನ್ಯಾಸಕರ <box>318 46 438 61</box>
workers-text-col2: ಅತ್ಯಂತ ಸಂತಸ ತಂದಿದೆ ಎಂದು ಪೌರ ನೌಕರರ ಸಂಘದ ಜಿಲ್ಲಾಧ್ಯಕ್ಷ ಸಿ. ಎನ್. ಮಂಜುನಾಥ್ ತಿಳಿಸಿದರು. ನಗರಸಭೆ ಆವರಣದಲ್ಲಿ ವ್ಯವಸ್ಥೆಗೊಳಿಸಿದ್ದ ಅಭಿನಂದನಾ ಕಾರ್ಯಕ್ರಮದಲ್ಲಿ ಅವರು ಸಿದ್ದರಾಮಯ್ಯ ಸರ್ಕಾರವು ಪೌರ ನೌಕರರ ಬೇಡಿಕೆಗಳನ್ನು ಈಡೇರಿಸುವ ಮೂಲಕ ಸಾಕಷ್ಟು ನೆರವಾಗುವ ಮೂಲಕ ನಮ್ಮ ಬಹು ದಿನಗಳ ಬೇಡಿಕೆ ಈಡೇರಿಸಿದ್ದಕ್ಕಾಗಿ ಈ ಸಂದರ್ಭದಲ್ಲಿ ಪೌರ ನೌಕರರ ಪರವಾಗಿ ಅಭಿನಂದನೆ ಸಲ್ಲಿಸುತ್ತೇವೆ ಎಂದರು. ಈ ವೇಳೆ ನಮ್ಮೆಲ್ಲರಿಗೆ ಸದಾ ಕಾಲ ಆಸರೆಯಾಗಿ ಭರವಸೆ ನೀಡಿರುವ ಶಾಸಕ ಕೊತ್ತೂರು ಮಂಜುನಾಥ್ ಹಾಗೂ ಎಂ ಎಲ್ ಸಿ ಅನಿಲ್ ಕುಮಾರ್ ಹಾಗೂ ಜಿಲ್ಲಾಧಿಕಾರಿ ಅಧಿಕಾರಿ ವರ್ಗಕ್ಕೆ ಅಭಿನಂದನೆ ಸಲ್ಲಿಸಿದರು. <box>764 743 847 992</box>
dashed-divider <box>292 709 374 711</box>
movie-cast: ಸಾಯಿಕುಮಾರ್,ಬಿಯಾಂಕಾ <box>301 799 365 809</box>
movie-title: ನಿನ್ನಿಂದಲೇ <box>222 923 254 935</box>
online-game-headline-1: ಯಾರೂ ಆನ್‌ಲೈನ್ ಗೇಮ್ ದುಶ್ಚಟಕ್ಕೆ <box>449 1031 605 1046</box>
movie-title: ಶಿವಲೀಲೆ <box>224 984 252 996</box>
srinivasa-text-col2: ಪುರೋಹಿತರು ಶ್ರೀನಿವಾಸ ಕಲ್ಯಾಣೋತ್ಸವವನ್ನು ನೆರವೇರಿಸಿದರು. ಕಲ್ಯಾಣೋತ್ಸವದ ಬಗ್ಗೆ ನೆರೆದಿದ್ದ ನಾಗರೀಕರಿಗೆ ವಿವರಿಸಿದರು. ಎಲ್ಲರೂ ಗೋವಿಂದ ನಾಮಸ್ಮರಣೆ ಮಾಡಿದರು. ನಗರದ ವಿವಿಧ ಭಾಗಗಳ ನಾಗರೀಕರು ಕಾರ್ಯಕ್ರಮಕ್ಕೆ ಸಾಕ್ಷಿಯಾದರು. ಎ.ಗಜೇಂದ್ರ ದಂಪತಿ ಸಮೇತರಾಗಿ ಪೂಜಾ ಕಾರ್ಯಕ್ರಮಗಳನ್ನು ನಡೆಸಿಕೊಟ್ಟರು. ಸಂಸದ ಡಾ.ಕೆ. ಸುಧಾಕರ್ ದಂಪತಿ ಹಾಗೂ ನೂರಾರು ಭಕ್ತರು ನಾಗರೀಕರು ಪಾಲ್ಗೊಂಡಿದ್ದರು. ಎಲ್ಲ ಪೂಜಾ ಕಾರ್ಯಕ್ರಮಗಳನ್ನು ವೀಕ್ಷಿಸಿ ವೆಂಕಟೇಶ್ವರನ ದರ್ಶನ ಪಡೆದು ಪುನೀತರಾದರು. ಅನ್ನ ಪ್ರಸಾದ ತೀರ್ಥ ಪ್ರಸಾದ ನೀಡಿದ ಭಕ್ತರಿಂದ ಸವಿದರು. <box>531 853 673 988</box>
temple-history-text: ಈ ಹಿಂದೆ ಇದೇ ದೇವಾಲಯವು ಪ್ರಾಚೀನ ಕಾಲದಲ್ಲಿ ಸಿಂಗೀಶ್ವರಸ್ವಾಮಿ ಎಂದು ಹೆಸರಾಗಿತ್ತು. ಆಗ ಅಲ್ಲಿಯವು ಸಾಕಷ್ಟು ಪ್ರಮಾಣದಲ್ಲಿ ಹಾಳಾಗಿದ್ದು ನಂತರದ ದಿನಗಳಲ್ಲಿ ನಾಶವಾದಂತೆ ವರ್ಷಗಳಾಗಿತ್ತು. ಅಂದಿನ ಕಾಲದ ಮಹಾರಾಯರು ಇಲಾಖೆ, ಕರ್ನಾಟಕ ರಾಜ್ಯ, ಸರ್ಕಾರವು ಮತ್ತು ಸ್ಥಳೀಯರ ಜನರ, ಸರ್ಕಾರದಿಂದ ಜೀರ್ಣೋದ್ಧಾರ ಹಾಗೂ ಪ್ರತಿಷ್ಠಾಪನೆ ಮಾಡಲಾಯಿತು. ಈ ಸಂದರ್ಭದಲ್ಲಿ ಸುಮಾರು <box>382 515 474 664</box>
drop-line: ಜಯದೂಜ ಕೂಡಿರುವ ಹಂತಕ್ಕೆ ಸಿಗಲಾರದೇ ಜಯ <box>114 202 215 210</box>
accident-text-col2: ಹೋಗುತ್ತಿದ್ದ ವೇಳೆ ಎದುರುಗಡೆಯಿಂದ ಬಂದ ಅಪರಿಚಿತ ವಾಹನ ಡಿಕ್ಕಿ ಹೊಡೆದ ಪರಿಣಾಮ ಇಬ್ಬರು ಗಂಭೀರವಾಗಿ ಗಾಯಗೊಂಡಿದ್ದಾರೆ. ಅಪಘಾತ ಎಸಗಿದ ವಾಹನದ ಚಾಲಕ ವಾಹನ ನಿಲ್ಲಿಸದೆ ಪರಾರಿಯಾಗಿದ್ದಾನೆ. ರಸ್ತೆಯಲ್ಲಿ ಗಾಯಗೊಂಡು ಬಿದ್ದಿರುವ ಅವರನ್ನು ಕಂಡ ಸಾರ್ವಜನಿಕರು ಕೂಡಲೇ ಇಬ್ಬರನ್ನು ಚಿಂತಾಮಣಿ ನಗರದ ಸಾರ್ವಜನಿಕ ಆಸ್ಪತ್ರೆಗೆ ದಾಖಲಿಸಿ ಪ್ರಥಮ ಚಿಕಿತ್ಸೆ ನೀಡಿದ ನಂತರ ಹೆಚ್ಚಿನ ಚಿಕಿತ್ಸೆಗಾಗಿ ಕೋಲಾರ ಆಸ್ಪತ್ರೆಗೆ ರವಾನಿಸಲಾಗಿದೆ. ಕೆಂಚಾರ್ಲಹಳ್ಳಿ ಠಾಣೆಯ ಪೊಲೀಸರು ಸ್ಥಳಕ್ಕೆ ಭೇಟಿ ನೀಡಿ ಪರಿಶೀಲನೆ ನಡೆಸಿ ಮುಂದಿನ ಕ್ರಮ ಕೈಗೊಂಡಿದ್ದಾರೆ. <box>764 1079 847 1303</box>
movie-title: ಗುರುಶಿಷ್ಯರು <box>219 1137 257 1149</box>
movie-title: ಕಳ್ಳರಿದ್ದ ದರೋಡೆಕೋರರು <box>293 985 373 997</box>
movie-title: ನವಶಕ್ತಿ ವೈಭವ <box>304 390 362 405</box>
sringeri-subhead: ಶೃಂಗೇರಿ ಶಾರದಾಮಠ <box>121 726 170 735</box>
property-text-col1: ಕೋಲಾರ: ನಗರದಲ್ಲಿನ ಆಸ್ತಿ ಹಂಚಿಕೆ ವಿಚಾರದಲ್ಲಿ ಹೊಂದಿಬಾಕಿ ಬಡಿದಾಟ, ನ್ಯಾಯಾಲಯದ ಮೆಟ್ಟಿಲು ಹತ್ತಿದರೆ ಇನ್ನು ವಾದವೇ. ಆದರೆ ಮನೆಯ ಹಿರಿಯರು ಮಾತನಾಡಿ ನೆರವೇರಿಸಿದ್ದರು. ಹಿರಿಯರ ಆಸ್ತಿಯ ಪಾಲನ್ನು ಬಂದ ಹಣವನ್ನು ಪುತ್ರರು, ಪುತ್ರಿಯರು ಮತ್ತು <box>574 189 662 287</box>
channel-zee-picture: ಜೀ ಪಿಕ್ಚರ್ <box>319 364 347 374</box>
online-game-text-col1: ಬಂಗಾರಪೇಟೆ ತಾಲೂಕು ಕಾರಾಕ ಗೇಟ್‌ನ ಚೈತನ್ಯ ಶೈಕ್ಷಣಿಕ ಕೇಂದ್ರದ ಹತ್ತು ಮತ್ತು ಸಿದ್ದಾರ್ಥ ಪಾಲಿಟೆಕ್ನಿಕ್ ಹದಿನಾಲ್ಕನೇ ವಾರ್ಷಿಕೋತ್ಸವ ಉದ್ಘಾಟಿಸಿದ ಜಿಲ್ಲಾ ಪೊಲೀಸ್ ವರಿಷ್ಠಾಧಿಕಾರಿ ಜಗದೀಶ್ ಅವರು, ಆನ್‌ಲೈನ್ ಗೇಮ್‌ನ <box>383 1211 475 1296</box>
show-time: ಇಂದು ಮ.೨-೩೦ ಘಂಟೆಗೆ <box>207 908 269 918</box>
temple-photo-deity-2 <box>575 376 750 501</box>
programs-title: ಇಂದಿನ ಕಾರ್ಯಕ್ರಮ <box>196 248 284 264</box>
movie-cast: ರಾಜೇಶ್, ನವೀನ್‌ಮೃತ್ಯುಂಜಯ <box>300 347 366 356</box>
satsang-subhead: ಶಿವರಾತ್ರಿ ಸತ್ಸಂಗ <box>127 1013 164 1022</box>
temple-photo-deity-1 <box>478 376 572 501</box>
masthead-special: ಮಹಾ ಪ್ರದೋಷ <box>434 24 474 33</box>
tikaloka-text: ♦ಜಲಕ್ಷಾಮಕ್ಕೆ ಪರಿಹಾರ ಮೇಕೆದಾಟು ಯೋಜನೆ.(ವಾರ್ತೆ) – ಯಾರೂ ನೀರು ಕುಡಿಯ ಬಾರದು ಎನ್ನುವುದಕ್ಕಿಂತ ಉತ್ತಮ ಯೋಜನೆ ಬೇರೆ ಯಾವುದೂ ಇರಲಾರದು ♦ಎಪಿಕಾರ್ ಉತ್ಸವನ: ಅಮೆರಿಕಾ ವಲಸೆ ಸ್ಥಗಿತ <box>288 1191 378 1276</box>
column-rule <box>285 270 287 1308</box>
movie-cast: ಗಿರಿಜಾಲೋಕೇಶ್, ಆಶಾ <box>305 916 361 925</box>
show-time: ಇಂದು ಮ. ೧೨ ಘಂಟೆಗೆ <box>304 487 362 497</box>
show-time: ಇಂದು ಬೆಳಗ್ಗೆ ೧೦ ಘಂಟೆಗೆ <box>301 769 365 779</box>
hunasekote-text: ಮಾಲೂರು ತಾಲೂಕು ಹುಣಸೇಕೋಟೆಯ ಪ್ರಸನ್ನ ಪಾರ್ವತಿ ಸಮೇತ ಶಿವ ಗಂಗಾಧರೇಶ್ವರಸ್ವಾಮಿ ದೇವಾಲಯದಲ್ಲಿ ೧೬ನೇ ಪ್ರತಿಷ್ಠಾಪನಾ ವಾರ್ಷಿಕೋತ್ಸವ ಮತ್ತು ಮಹಾ ಶಿವರಾತ್ರಿ ಪ್ರಯುಕ್ತ ಇಂದು ಬೆಳಗ್ಗೆ ೫ ಘಂಟೆಗೆ ಗಣಪತಿ ಪ್ರಾರ್ಥನೆ, ಸ್ವಸ್ತಿ ಪುಣ್ಯಾಹವಾಚನ, ಕಳಶ ಸ್ಥಾಪನೆ, ಮಹಾಗಣಪತಿ ಹೋಮ, ನವಗ್ರಹ ಹೋಮ, ನಾಗದೇವತಾ ಹೋಮ, ರುದ್ರ ಹೋಮ, ಮೃತ್ಯುಂಜಯ ಹೋಮ, ಪೂರ್ಣಾಹುತಿ, ೮ ಘಂಟೆಗೆ ಕ್ಷೀರಾಭಿಷೇಕ, ೮-೩೦ ಘಂಟೆಯಿಂದ ಮಹಾನ್ಯಾಸಪೂರ್ವಕವಾಗಿ ಏಕಾದಶರುದ್ರಾಭಿಷೇಕ, ೧೧-೩೦ ಘಂಟೆಗೆ ಗಿರಿಜಾ ಕಲ್ಯಾಣ, ಪ್ರಾಕಾರೋತ್ಸವ, ಮಧ್ಯಾಹ್ನ ೧ ಘಂಟೆಗೆ ಮಹಾಮಂಗಳಾರತಿ, ರಾತ್ರಿ ೮-೦೦ ಘಂಟೆಯಿಂದ ನಾಲ್ಕು ಯಾಮದ ಪೂಜೆ. <box>194 334 282 583</box>
cricket-headline-2: ಕ್ರಿಕೆಟ್ ಕ್ರೀಡಾಕೂಟ <box>341 67 415 82</box>
movie-title: ಏಕ್ಸ್‌ಕ್ಯೂಸ್ ಮಿ <box>214 1095 262 1107</box>
channel-udaya-movies: ಉದಯ ಮೂವೀಸ್ <box>212 957 264 967</box>
programs-col3 <box>288 272 378 1306</box>
cricket-team-photo <box>290 88 465 176</box>
show-time: ಇಂದು ಮ. ೧ ಘಂಟೆಗೆ <box>211 1080 265 1090</box>
temple-col4-text: ಪ್ರತಿಷ್ಠಾಪನ ಕಾರ್ಯಕ್ಕೆ ಅಂದಿನ ಮುಖ್ಯಮಂತ್ರಿ ಆರ್. ಗುಂಡೂರಾವ್ ಬರಬೇಕಿತ್ತು ಎಲ್ಲಾ ಸಿದ್ಧತೆ ನಡೆದಿತ್ತು. ಟೇಕಲ್‌ನ ಹೊರವಲಯ ಗ್ರಾಮದ ಬಳಿ ಆಗಿನ ಕಾಲದಲ್ಲಿ ಹೆಲಿಪ್ಯಾಡ್ ಕೂಡ ಮಾಡಲಾಗಿತ್ತು ಆದರೆ ಕೊನೆ ಘಳಿಗೆಯಲ್ಲಿ ಅವರ ಆಗಮನ ರದ್ದಾಯಿತು. ನಂತರ ಅಂದಿನ ಕೇಂದ್ರ ಸರ್ಕಾರದ ಕಾರ್ಮಿಕ ಸಚಿವರಾದ ನಾರಾಣಿಯವರು ಬಂದಿದ್ದರು. ಸ್ಥಳೀಯರು ಹಾಜರಿದ್ದರು, ಶಾಸಕರು ಈ ಕಾರ್ಯಕ್ರಮಕ್ಕೆ ಹಾಜರಾಗಿದ್ದರು. <box>664 505 750 653</box>
programs-col2 <box>194 272 282 1306</box>
rathotsava-text: ಕೆ.ಜಿ.ಎಫ್ ರಾಬರ್ಟ್‌ಸನ್‌ಪೇಟೆಯ ರಾಮಲಿಂಗೇಶ್ವರ ದೇವಾಲಯದ ವಾರ್ಷಿಕ ಬ್ರಹ್ಮರಥೋತ್ಸವ ಕಾರ್ಯಕ್ರಮದಲ್ಲಿ ಇಂದು ಮಹಾ ಶಿವರಾತ್ರಿ ಪ್ರಯುಕ್ತ ವಿಶೇಷ ಅಲಂಕಾರ, ಪೂಜೆ, ರುದ್ರಾಭಿಷೇಕ, ರಾಮನಾಮದೋತ್ಸವ, ನಾಳೆ ಬ್ರಹ್ಮರಥೋತ್ಸವ, ೨೮ ರಂದು ಪಾರ್ವತಿಕಲ್ಯಾಣ, ಮಾ. ೧ ರಂದು ಪಲ್ಲಕ್ಕಿ ಉತ್ಸವ, ಚಿನ್ನ ವೃಷಭ ಉತ್ಸವ, ಎರಡು ಮುಷ್ಟಿಗಾರೋತ್ಸವ, ೩ ರಂದು ಚಿತ್ರ ವಿವಾಹೋತ್ಸವ, ೪ ರಂದು ಪುಷ್ಪಪಲ್ಲಕ್ಕಿ, ೫ ರಂದು ತೆಪ್ಪೋತ್ಸವ. <box>103 297 188 483</box>
accident-headline-2: ಇಬ್ಬರಿಗೆ ಗಂಭೀರ ಗಾಯ <box>713 1055 811 1070</box>
movie-title: ಕೆಜಿಎಫ್–೨ <box>310 445 356 460</box>
movie-cast: ರಾಮಕುಮಾರ್, ಶ್ರುತಿ ಬಾಬುಲಾಲ, ಸುಧಾರಾಣಿ <box>292 407 374 429</box>
show-time: ಇಂದು ಮ. ೩ ಘಂಟೆಗೆ <box>306 542 360 552</box>
movie-cast: ಹೇಮಂತ್, ಕೃತಿಕಾನಾರ್ವ <box>304 1001 362 1011</box>
show-time: ಇಂದು ಮ. ೧ ಘಂಟೆಗೆ <box>306 812 360 822</box>
srinivasa-photo <box>383 733 673 849</box>
movie-title: ನಾಗಿಣಿ <box>227 1039 249 1051</box>
movie-title: ವಿಕ್ರಾಂತ್‌ರೋಣ <box>303 500 363 515</box>
property-text-col3: ಬಂದ ಹಣವನ್ನು ಅವರ ಹಿರಿಯ ಮಗ, ಪಾಲಿ ಎಸ್. ಪ್ರಭಾಕರ್‌ರಾವ್ ಅವರ ಮುತುವರ್ಜಿ ವಹಿಸಿ ಎಲ್ಲ ಮಕ್ಕಳು, ಪುತ್ರಿಯರು ಮತ್ತು ಅವರ ವಾರಸುದಾರರಿಗೆ ಸಮನಾಗಿ ವಿತರಿಸುವ ಮೂಲಕ ಆದರ್ಶವನ್ನು ಮೆರೆದಿದ್ದಾರೆ. ಎಲ್ಲ ವಾರಸುದಾರರೂ ಉಪಸ್ಥಿತರಿದ್ದರು. <box>758 189 846 287</box>
totlahalli-text: ಕೋಲಾರ ತಾಲೂಕು ಚೋಳಘಟ್ಟದ ಬಳಿಯ ನಾರಾಯಣಿ ಬೆಟ್ಟದ ಮೇಲೆ ಮಹಾ ಶಿವರಾತ್ರಿ ಪ್ರಯುಕ್ತ ಇಂದು ಓಂಕಾರೇಶ್ವರ ಸ್ವಾಮಿ <box>103 1148 188 1208</box>
property-headline-box <box>573 43 847 65</box>
property-text-col2: ಅವರ ವಾರಸುದಾರರಿಗೆ ಸಿ.ಎಸ್.ಎಫ್.ಎಸ್.ಬ್ಯಾಂಕ್‌ನಲ್ಲಿ ಹಂಚಿಕೆ ಮಾಡಿದರು. ಇದು ಮೊತ್ತಲ್ಲಿ ಆದರೂ ತಾಕಿ ಕೊಟ್ಟಿರುವ ನಿದರ್ಶನ ಇಲ್ಲಿದೆ. ಕೆಜಿಎಫ್ ತಾಲೂಕು ಘಟ್ಟಕಾಮಧೇನಹಳ್ಳಿಯ ನಿವೃತ್ತ ಮುಖ್ಯ ಶಿಕ್ಷಕ ದಿವಂಗತ ಶ್ರೀನಿವಾಸ್ ಅವರಿಗೆ ಸೇರಿದ ಜಮೀನು ಮಾರಾಟದಿಂದ <box>666 189 754 299</box>
movie-cast: ಶಂಕರನಾಗ್, ಶ್ರೀಪ್ರಿಯ ದೇವರಾಜ್, ರಾಣಿ <box>197 1055 279 1078</box>
shivaratri-heading: ಮಹಾ ಶಿವರಾತ್ರಿ <box>123 686 168 697</box>
temple-col3b-text: ಅಂದು ಹೊಯ್ಸಳ ವಾಸ್ತು ಶೈಲಿಯಲ್ಲಿರುವ ನಿರ್ಮಾಣದ ಪ್ರಸನ್ನ ಸೋಮೇಶ್ವರಸ್ವಾಮಿ ದೇವಾಲಯದ ಪುನರ್ ಪ್ರತಿಷ್ಠಾಪನೆಗೆ ಮೂರು ದಿನ ಕಾಲ ಸಾಂಸ್ಕೃತಿಕ ಕಾರ್ಯವು ನಡೆದಿತ್ತು. ಜಾನಕಿರಾಮನ್ ರಿಂದ ನಾಗೇಶ, ಸಿಲೋನ್‌ನಿಂದ ಮಾಗಳ ವಾದ್ಯ, ವಿವಿಧ ರೀತಿ ಕಾರ್ಯಕ್ರಮವು ಅಂದಿನ ತಮಿಳುನಾಡಿನ ಚೆನ್ನೈನಿಂದ ಬಂದು ನಡೆಸಿಕೊಟ್ಟರು. ಅತೀ ವಿಶೇಷವಾಗಿ ಇದರ <box>574 555 660 691</box>
